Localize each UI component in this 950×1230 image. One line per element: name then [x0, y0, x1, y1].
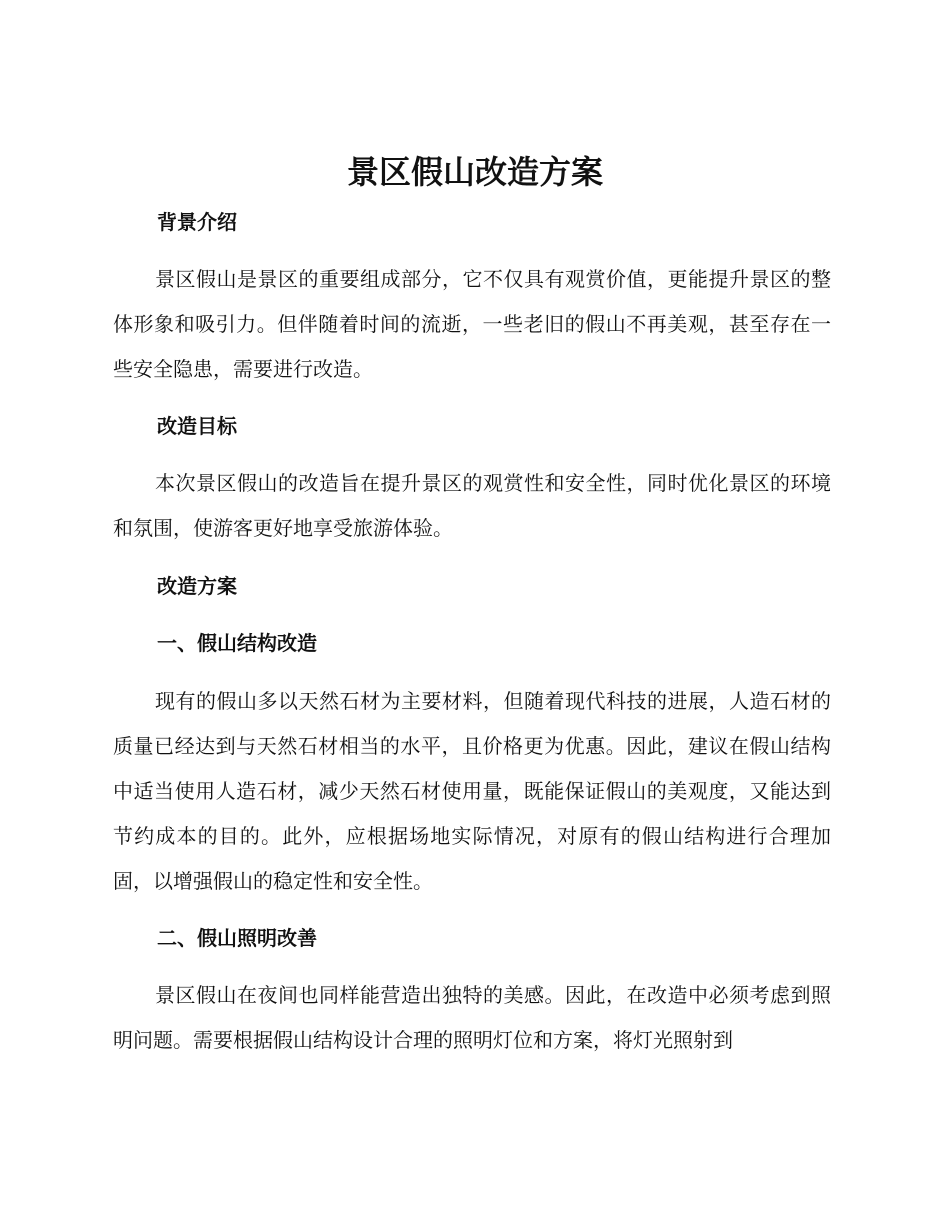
section-heading-lighting: 二、假山照明改善 — [157, 926, 317, 950]
section-heading-plan: 改造方案 — [157, 574, 237, 598]
paragraph-structure: 现有的假山多以天然石材为主要材料，但随着现代科技的进展，人造石材的质量已经达到与天然石材相当的水平，且价格更为优惠。因此，建议在假山结构中适当使用人造石材，减少天然石材使用量，既能保证假山的美观度，又能达到节约成本的目的。此外，应根据场地实际情况，对原有的假山结构进行合理加固，以增强假山的稳定性和安全性。 — [113, 689, 831, 893]
paragraph-background: 景区假山是景区的重要组成部分，它不仅具有观赏价值，更能提升景区的整体形象和吸引力。但伴随着时间的流逝，一些老旧的假山不再美观，甚至存在一些安全隐患，需要进行改造。 — [113, 267, 831, 381]
document-title: 景区假山改造方案 — [346, 153, 603, 191]
section-heading-structure: 一、假山结构改造 — [157, 631, 317, 655]
section-heading-background: 背景介绍 — [157, 210, 237, 234]
paragraph-goal: 本次景区假山的改造旨在提升景区的观赏性和安全性，同时优化景区的环境和氛围，使游客更好地享受旅游体验。 — [113, 471, 831, 540]
section-heading-goal: 改造目标 — [157, 414, 237, 438]
paragraph-lighting: 景区假山在夜间也同样能营造出独特的美感。因此，在改造中必须考虑到照明问题。需要根据假山结构设计合理的照明灯位和方案，将灯光照射到 — [113, 983, 831, 1052]
